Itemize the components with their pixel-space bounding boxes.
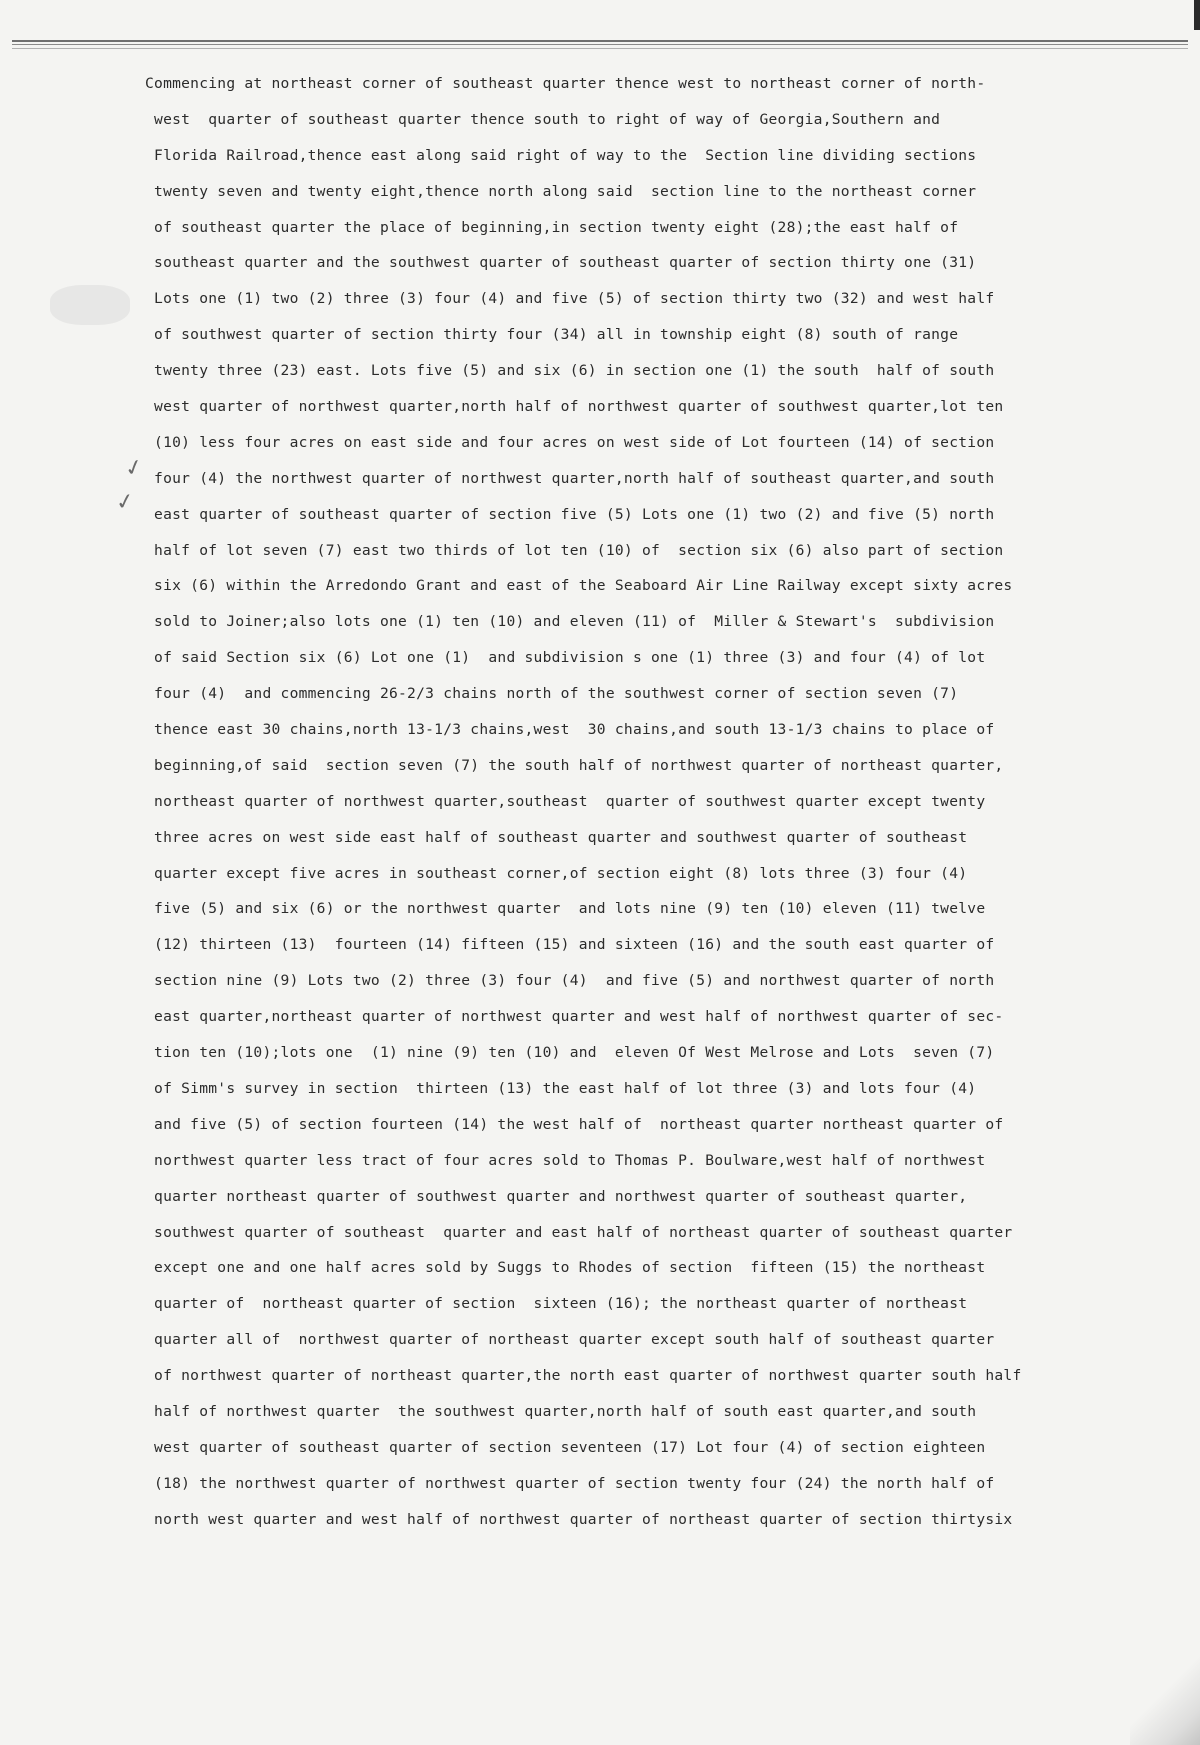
header-rule: [12, 44, 1188, 45]
text-line: northwest quarter less tract of four acres sold to Thomas P. Boulware,west half of northwest: [145, 1151, 986, 1169]
text-line: of said Section six (6) Lot one (1) and subdivision s one (1) three (3) and four (4) of lot: [145, 649, 986, 667]
text-line: (12) thirteen (13) fourteen (14) fifteen (15) and sixteen (16) and the south east quarter of: [145, 936, 995, 954]
text-line: west quarter of northwest quarter,north half of northwest quarter of southwest quarter,lot ten: [145, 398, 1004, 416]
text-line: east quarter of southeast quarter of section five (5) Lots one (1) two (2) and five (5) north: [145, 505, 995, 523]
text-line: tion ten (10);lots one (1) nine (9) ten (10) and eleven Of West Melrose and Lots seven (7): [145, 1044, 995, 1062]
deed-text-body: [145, 66, 1185, 1538]
text-line: five (5) and six (6) or the northwest quarter and lots nine (9) ten (10) eleven (11) twelve: [145, 900, 986, 918]
text-line: southeast quarter and the southwest quarter of southeast quarter of section thirty one (31): [145, 254, 977, 272]
text-line: west quarter of southeast quarter thence south to right of way of Georgia,Southern and: [145, 110, 941, 128]
text-line: of southeast quarter the place of beginning,in section twenty eight (28);the east half of: [145, 218, 959, 236]
text-line: four (4) the northwest quarter of northwest quarter,north half of southeast quarter,and south: [145, 469, 995, 487]
text-line: half of northwest quarter the southwest quarter,north half of south east quarter,and south: [145, 1402, 977, 1420]
text-line: of Simm's survey in section thirteen (13) the east half of lot three (3) and lots four (4): [145, 1079, 977, 1097]
text-line: and five (5) of section fourteen (14) the west half of northeast quarter northeast quarter of: [145, 1115, 1004, 1133]
text-line: Florida Railroad,thence east along said right of way to the Section line dividing sections: [145, 146, 977, 164]
text-line: six (6) within the Arredondo Grant and east of the Seaboard Air Line Railway except sixty acres: [145, 577, 1013, 595]
text-line: of northwest quarter of northeast quarter,the north east quarter of northwest quarter south half: [145, 1367, 1022, 1385]
text-line: twenty three (23) east. Lots five (5) and six (6) in section one (1) the south half of south: [145, 362, 995, 380]
text-line: quarter except five acres in southeast corner,of section eight (8) lots three (3) four (4): [145, 864, 968, 882]
text-line: of southwest quarter of section thirty four (34) all in township eight (8) south of range: [145, 326, 959, 344]
text-line: quarter of northeast quarter of section sixteen (16); the northeast quarter of northeast: [145, 1295, 968, 1313]
page-edge-mark: [1194, 0, 1200, 30]
text-line: quarter northeast quarter of southwest quarter and northwest quarter of southeast quarter,: [145, 1187, 968, 1205]
text-line: north west quarter and west half of northwest quarter of northeast quarter of section thirtysix: [145, 1510, 1013, 1528]
text-line: section nine (9) Lots two (2) three (3) four (4) and five (5) and northwest quarter of north: [145, 972, 995, 990]
text-line: northeast quarter of northwest quarter,southeast quarter of southwest quarter except twenty: [145, 792, 986, 810]
text-line: Lots one (1) two (2) three (3) four (4) and five (5) of section thirty two (32) and west half: [145, 290, 995, 308]
header-rule: [12, 40, 1188, 42]
text-line: (18) the northwest quarter of northwest quarter of section twenty four (24) the north half of: [145, 1474, 995, 1492]
text-line: half of lot seven (7) east two thirds of lot ten (10) of section six (6) also part of section: [145, 541, 1004, 559]
text-line: three acres on west side east half of southeast quarter and southwest quarter of southeast: [145, 828, 968, 846]
check-mark-icon: ✓: [122, 454, 147, 483]
text-line: Commencing at northeast corner of southeast quarter thence west to northeast corner of north-: [145, 75, 986, 92]
text-line: west quarter of southeast quarter of section seventeen (17) Lot four (4) of section eighteen: [145, 1438, 986, 1456]
text-line: quarter all of northwest quarter of northeast quarter except south half of southeast quarter: [145, 1331, 995, 1349]
text-line: (10) less four acres on east side and four acres on west side of Lot fourteen (14) of section: [145, 433, 995, 451]
text-line: four (4) and commencing 26-2/3 chains north of the southwest corner of section seven (7): [145, 685, 959, 703]
text-line: southwest quarter of southeast quarter and east half of northeast quarter of southeast quarter: [145, 1223, 1013, 1241]
text-line: sold to Joiner;also lots one (1) ten (10) and eleven (11) of Miller & Stewart's subdivision: [145, 613, 995, 631]
text-line: east quarter,northeast quarter of northwest quarter and west half of northwest quarter of sec-: [145, 1008, 1004, 1026]
text-line: beginning,of said section seven (7) the south half of northwest quarter of northeast quarter,: [145, 756, 1004, 774]
check-mark-icon: ✓: [113, 488, 137, 517]
page-corner-curl: [1130, 1635, 1200, 1745]
text-line: twenty seven and twenty eight,thence north along said section line to the northeast corner: [145, 182, 977, 200]
header-rule: [12, 48, 1188, 49]
text-line: thence east 30 chains,north 13-1/3 chains,west 30 chains,and south 13-1/3 chains to place of: [145, 721, 995, 739]
margin-smudge: [50, 285, 130, 325]
text-line: except one and one half acres sold by Suggs to Rhodes of section fifteen (15) the northeast: [145, 1259, 986, 1277]
